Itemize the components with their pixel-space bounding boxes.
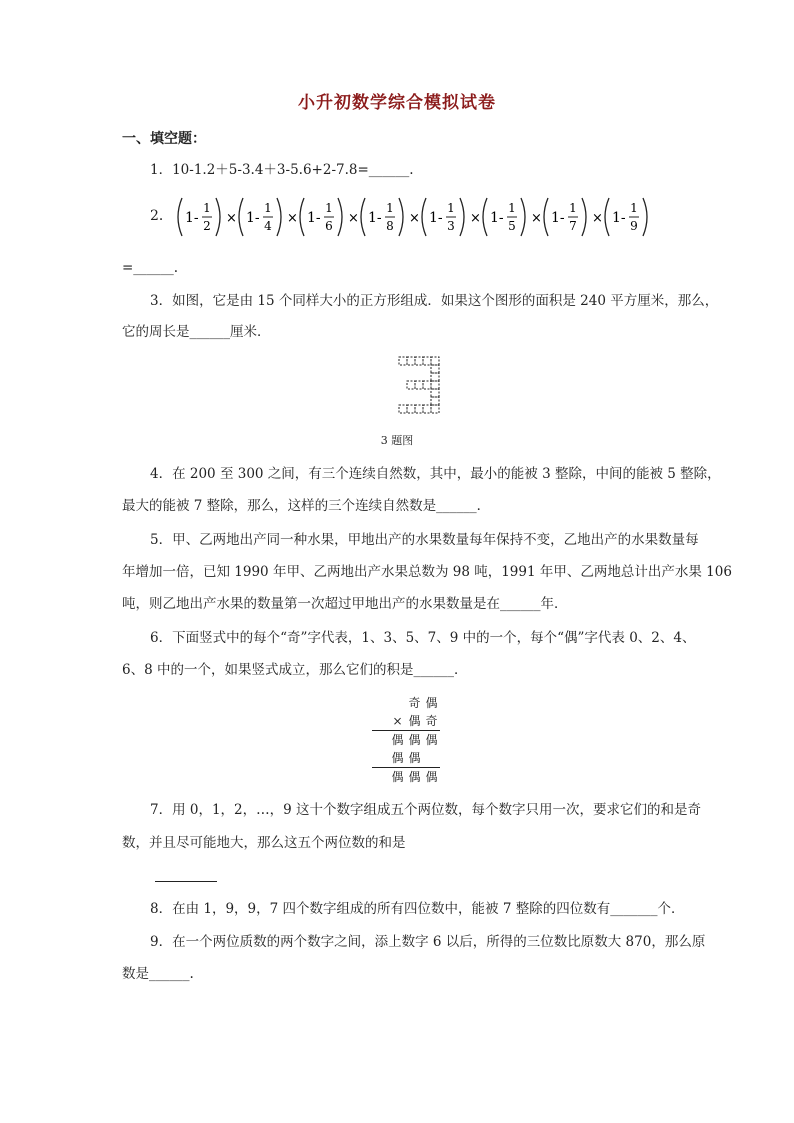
left-paren (361, 198, 365, 236)
fraction-numerator: 1 (447, 201, 455, 215)
fraction-denominator: 3 (447, 219, 455, 233)
one-minus: 1- (551, 210, 565, 226)
fraction-numerator: 1 (508, 201, 516, 215)
question-3-line-2: 它的周长是______厘米． (122, 324, 271, 340)
times-sign: × (470, 211, 481, 226)
fraction-denominator: 9 (630, 219, 638, 233)
fraction-numerator: 1 (569, 201, 577, 215)
question-6-line-1: 6．下面竖式中的每个“奇”字代表，1、3、5、7、9 中的一个，每个“偶”字代表 0、2、4、 (150, 630, 696, 646)
vertical-digit: 偶 (408, 751, 421, 765)
fraction-denominator: 6 (325, 219, 333, 233)
fraction-denominator: 5 (508, 219, 516, 233)
question-7-line-2: 数，并且尽可能地大，那么这五个两位数的和是 (122, 835, 406, 851)
question-7-line-1: 7．用 0，1，2，…，9 这十个数字组成五个两位数，每个数字只用一次，要求它们的和是奇 (150, 802, 702, 818)
vertical-digit: 偶 (408, 714, 421, 728)
times-sign: × (226, 211, 237, 226)
question-4-line-1: 4．在 200 至 300 之间，有三个连续自然数，其中，最小的能被 3 整除，中间的能被 5 整除， (150, 466, 721, 482)
left-paren (422, 198, 426, 236)
vertical-digit: 偶 (391, 770, 404, 784)
page-title: 小升初数学综合模拟试卷 (298, 93, 496, 113)
times-sign: × (348, 211, 359, 226)
vertical-digit: 偶 (425, 770, 438, 784)
left-paren (300, 198, 304, 236)
fraction-denominator: 4 (264, 219, 272, 233)
question-9-line-2: 数是______. (122, 966, 194, 982)
fraction-denominator: 7 (569, 219, 577, 233)
vertical-digit: 偶 (391, 751, 404, 765)
question-5-line-3: 吨，则乙地出产水果的数量第一次超过甲地出产的水果数量是在______年． (122, 596, 568, 612)
left-paren (239, 198, 243, 236)
vertical-digit: 奇 (408, 696, 421, 710)
right-paren (216, 198, 220, 236)
one-minus: 1- (185, 210, 199, 226)
question-6-line-2: 6、8 中的一个，如果竖式成立，那么它们的积是______． (122, 662, 468, 678)
fraction-numerator: 1 (325, 201, 333, 215)
vertical-digit: 偶 (391, 733, 404, 747)
right-paren (277, 198, 281, 236)
right-paren (643, 198, 647, 236)
answer-blank-line (155, 881, 217, 882)
fraction-numerator: 1 (264, 201, 272, 215)
one-minus: 1- (429, 210, 443, 226)
fraction-denominator: 8 (386, 219, 394, 233)
times-sign: × (531, 211, 542, 226)
question-5-line-1: 5．甲、乙两地出产同一种水果，甲地出产的水果数量每年保持不变，乙地出产的水果数量每 (150, 532, 699, 548)
one-minus: 1- (368, 210, 382, 226)
vertical-digit: 奇 (425, 714, 438, 728)
fraction-numerator: 1 (386, 201, 394, 215)
vertical-digit: 偶 (408, 733, 421, 747)
left-paren (605, 198, 609, 236)
fraction-denominator: 2 (203, 219, 211, 233)
times-sign: × (592, 211, 603, 226)
times-sign: × (409, 211, 420, 226)
question-8: 8．在由 1，9，9，7 四个数字组成的所有四位数中，能被 7 整除的四位数有_______个． (150, 901, 685, 917)
right-paren (399, 198, 403, 236)
question-4-line-2: 最大的能被 7 整除，那么，这样的三个连续自然数是______． (122, 498, 491, 514)
vertical-multiplication (372, 694, 440, 786)
right-paren (582, 198, 586, 236)
one-minus: 1- (246, 210, 260, 226)
square-figure (398, 356, 444, 430)
left-paren (544, 198, 548, 236)
right-paren (460, 198, 464, 236)
question-5-line-2: 年增加一倍，已知 1990 年甲、乙两地出产水果总数为 98 吨，1991 年甲、乙两地总计出产水果 106 (122, 564, 732, 580)
right-paren (521, 198, 525, 236)
one-minus: 1- (307, 210, 321, 226)
times-sign: × (392, 714, 403, 728)
question-2-answer: =______. (122, 260, 179, 276)
left-paren (483, 198, 487, 236)
times-sign: × (287, 211, 298, 226)
right-paren (338, 198, 342, 236)
one-minus: 1- (490, 210, 504, 226)
one-minus: 1- (612, 210, 626, 226)
vertical-digit: 偶 (425, 733, 438, 747)
section-heading: 一、填空题： (122, 131, 206, 147)
question-1: 1．10-1.2＋5-3.4＋3-5.6+2-7.8=______. (150, 162, 414, 178)
figure-caption: 3 题图 (380, 434, 414, 447)
question-9-line-1: 9．在一个两位质数的两个数字之间，添上数字 6 以后，所得的三位数比原数大 870，那么原 (150, 934, 706, 950)
vertical-digit: 偶 (425, 696, 438, 710)
left-paren (178, 198, 182, 236)
question-2-number: 2． (150, 208, 173, 224)
fraction-numerator: 1 (203, 201, 211, 215)
fraction-numerator: 1 (630, 201, 638, 215)
vertical-digit: 偶 (408, 770, 421, 784)
question-2-formula (172, 192, 672, 242)
question-3-line-1: 3．如图，它是由 15 个同样大小的正方形组成．如果这个图形的面积是 240 平方厘米，那么， (150, 293, 719, 309)
